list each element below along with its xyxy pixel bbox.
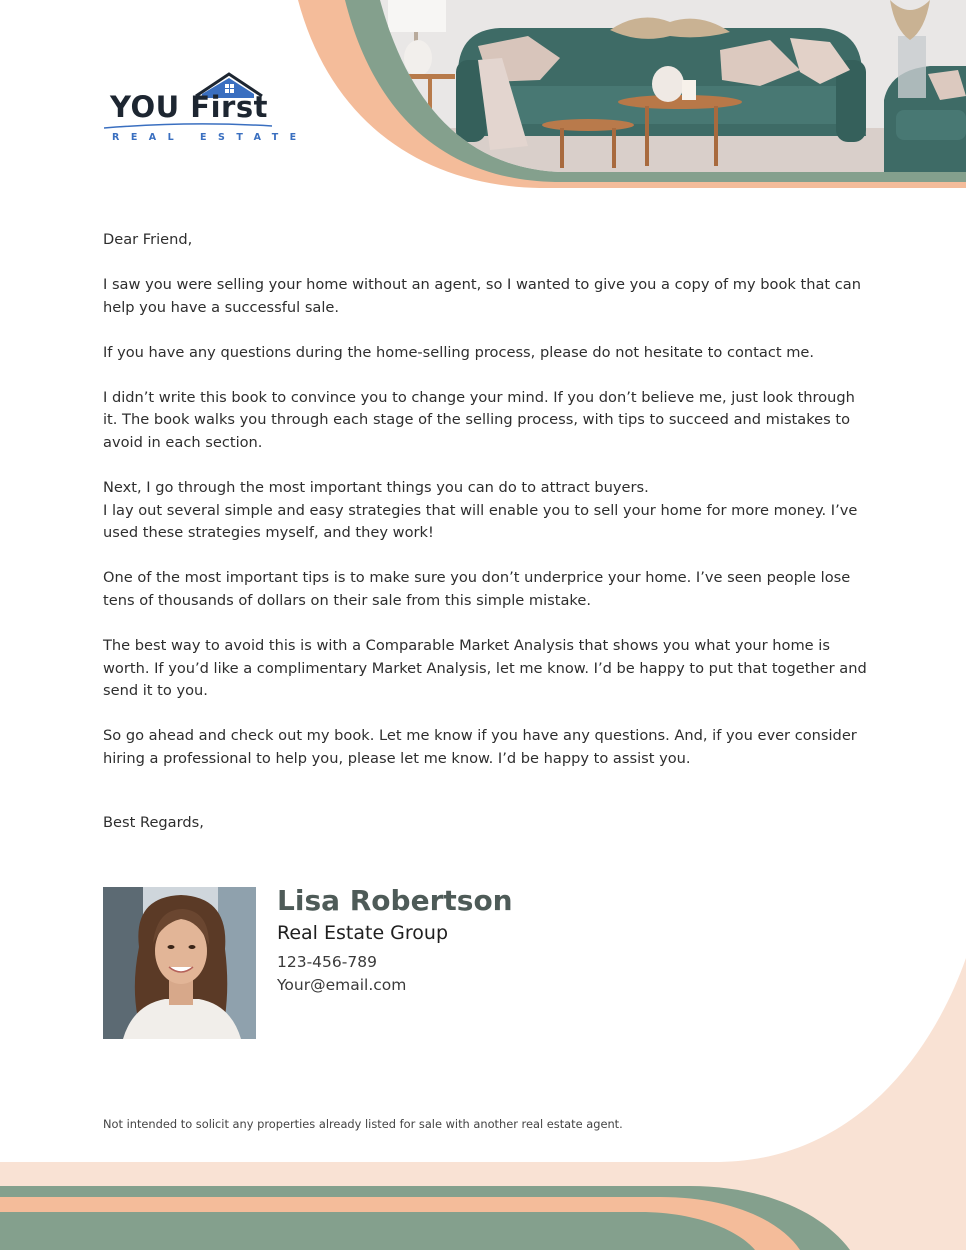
logo-swoosh — [104, 123, 274, 129]
paragraph: So go ahead and check out my book. Let me know if you have any questions. And, if you ever consider hiring a professional to help you, please let me know. I’d be happy to assist you. — [103, 727, 857, 767]
company-logo — [104, 68, 308, 148]
paragraph: One of the most important tips is to make sure you don’t underprice your home. I’ve seen people lose tens of thousands of dollars on their sale from this simple mistake. — [103, 569, 851, 610]
paragraph: I saw you were selling your home without an agent, so I wanted to give you a copy of my book that can help you have a successful sale. — [103, 276, 861, 316]
letter-closing: Best Regards, — [103, 814, 204, 831]
sage-bottom — [0, 1212, 755, 1250]
paragraph: I didn’t write this book to convince you to change your mind. If you don’t believe me, just look through it. The book walks you through each stage of the selling process, with tips to succeed and mistakes to avoid in each section. — [103, 388, 855, 452]
letter-body — [103, 229, 868, 793]
agent-group: Real Estate Group — [277, 922, 449, 944]
agent-phone[interactable]: 123-456-789 — [277, 953, 377, 971]
letter-greeting: Dear Friend, — [103, 231, 193, 248]
paragraph: If you have any questions during the home-selling process, please do not hesitate to contact me. — [103, 343, 815, 361]
paragraph: Next, I go through the most important things you can do to attract buyers. — [103, 479, 649, 497]
agent-name: Lisa Robertson — [277, 884, 513, 917]
living-room-photo — [340, 0, 966, 200]
logo-brand: YOU First — [110, 90, 268, 124]
paragraph: The best way to avoid this is with a Comparable Market Analysis that shows you what your home is worth. If you’d like a complimentary Market Analysis, let me know. I’d be happy to put that together and send it to you. — [103, 637, 867, 700]
agent-photo — [103, 887, 256, 1039]
disclaimer: Not intended to solicit any properties already listed for sale with another real estate agent. — [103, 1117, 623, 1131]
agent-email[interactable]: Your@email.com — [277, 976, 407, 994]
paragraph: I lay out several simple and easy strategies that will enable you to sell your home for more money. I’ve used these strategies myself, and they work! — [103, 501, 858, 542]
logo-tagline: REAL ESTATE — [112, 132, 308, 143]
